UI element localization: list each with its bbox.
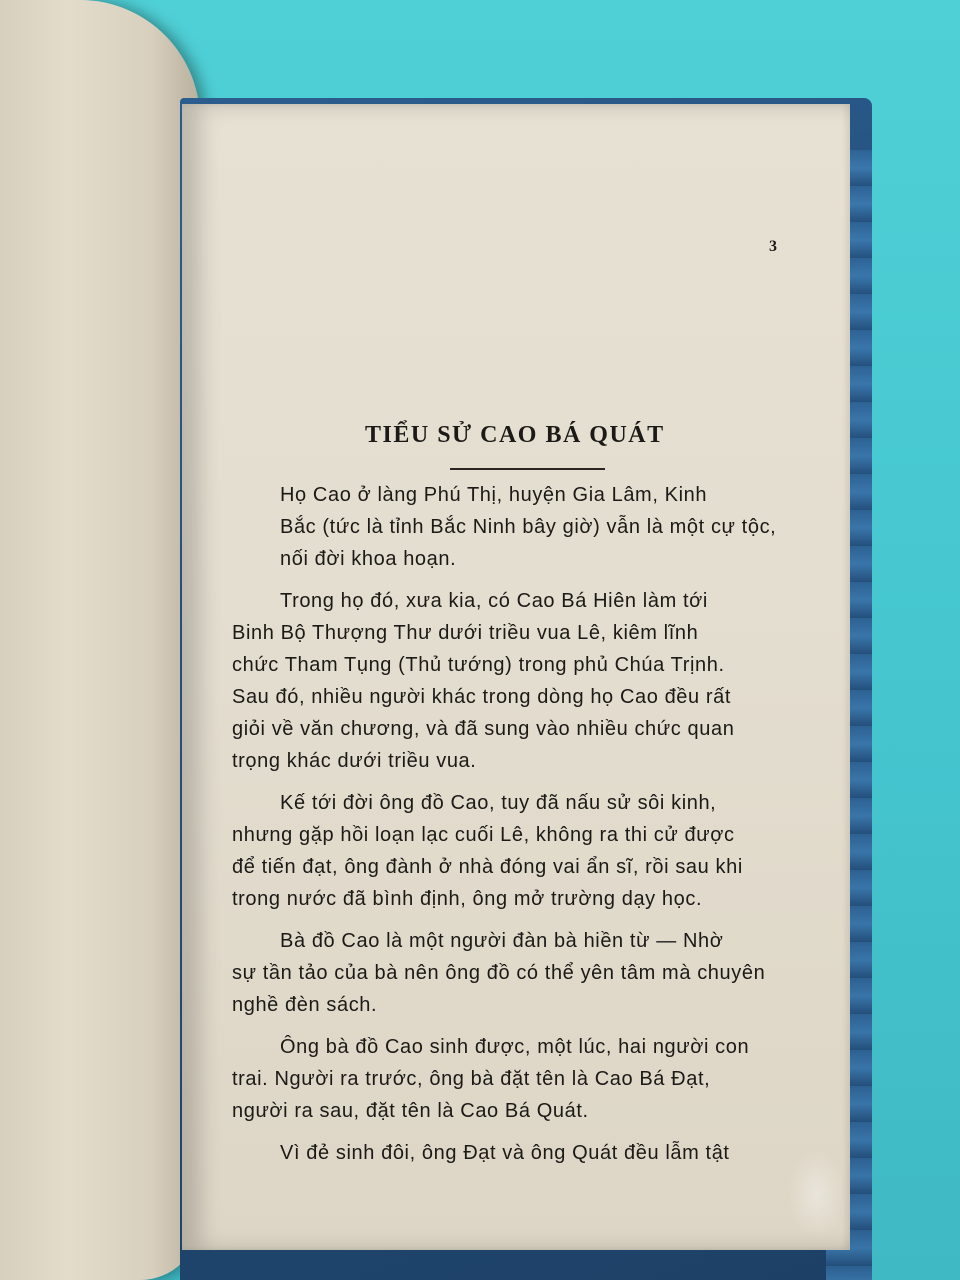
- paragraph: [232, 787, 792, 915]
- text-line: Họ Cao ở làng Phú Thị, huyện Gia Lâm, Kinh: [280, 484, 708, 506]
- paragraph: [232, 1031, 792, 1127]
- text-line: nghề đèn sách.: [232, 994, 378, 1016]
- paragraph: [232, 925, 792, 1021]
- text-line: Kế tới đời ông đồ Cao, tuy đã nấu sử sôi kinh,: [280, 792, 717, 814]
- book-page: [182, 104, 850, 1250]
- page-number: 3: [769, 238, 777, 255]
- text-line: Vì đẻ sinh đôi, ông Đạt và ông Quát đều lẫm tật: [280, 1142, 730, 1164]
- text-line: trọng khác dưới triều vua.: [232, 750, 477, 772]
- text-line: người ra sau, đặt tên là Cao Bá Quát.: [232, 1100, 589, 1122]
- text-line: sự tần tảo của bà nên ông đồ có thể yên tâm mà chuyên: [232, 962, 766, 984]
- text-line: trong nước đã bình định, ông mở trường dạy học.: [232, 888, 703, 910]
- text-line: Binh Bộ Thượng Thư dưới triều vua Lê, kiêm lĩnh: [232, 622, 699, 644]
- text-line: giỏi về văn chương, và đã sung vào nhiều chức quan: [232, 718, 735, 740]
- left-page-curl: [0, 0, 200, 1280]
- text-line: Sau đó, nhiều người khác trong dòng họ Cao đều rất: [232, 686, 732, 708]
- text-line: Trong họ đó, xưa kia, có Cao Bá Hiên làm tới: [280, 590, 708, 612]
- text-line: để tiến đạt, ông đành ở nhà đóng vai ẩn sĩ, rồi sau khi: [232, 856, 743, 878]
- text-line: chức Tham Tụng (Thủ tướng) trong phủ Chúa Trịnh.: [232, 654, 725, 676]
- title-underline: [450, 468, 605, 470]
- text-line: Bà đồ Cao là một người đàn bà hiền từ — Nhờ: [280, 930, 724, 952]
- paragraph: [232, 479, 792, 575]
- text-line: trai. Người ra trước, ông bà đặt tên là Cao Bá Đạt,: [232, 1068, 711, 1090]
- page-wear-mark: [787, 1149, 847, 1239]
- text-line: nối đời khoa hoạn.: [280, 548, 457, 570]
- chapter-title: TIỂU SỬ CAO BÁ QUÁT: [365, 422, 665, 448]
- text-line: Ông bà đồ Cao sinh được, một lúc, hai người con: [280, 1036, 750, 1058]
- paragraph: [232, 1137, 792, 1169]
- text-line: Bắc (tức là tỉnh Bắc Ninh bây giờ) vẫn là một cự tộc,: [280, 516, 777, 538]
- body-text: [232, 479, 792, 1179]
- text-line: nhưng gặp hồi loạn lạc cuối Lê, không ra thi cử được: [232, 824, 735, 846]
- paragraph: [232, 585, 792, 777]
